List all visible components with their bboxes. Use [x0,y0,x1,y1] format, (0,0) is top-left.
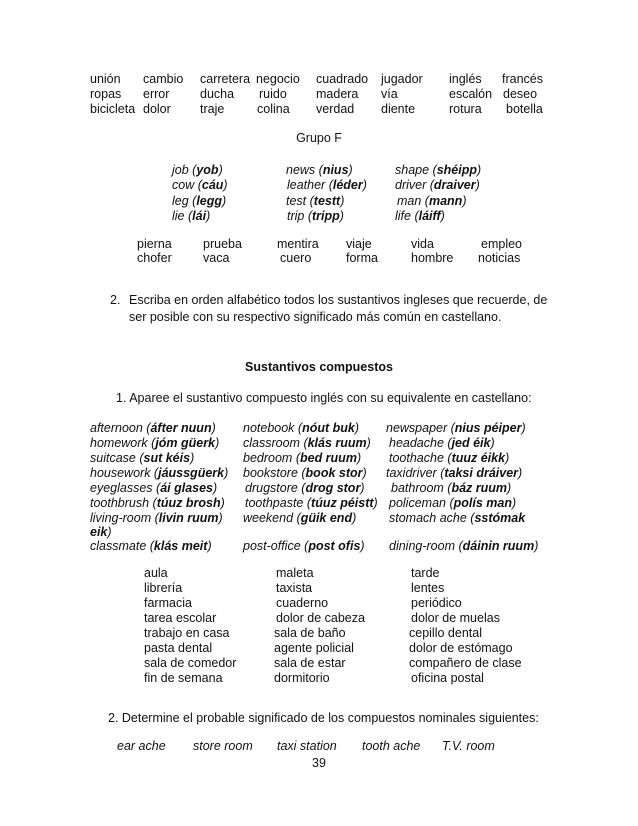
compound-entry: bathroom (báz ruum) [391,481,512,495]
spanish-equivalent: sala de comedor [144,656,237,670]
spanish-equivalent: aula [144,566,168,580]
spanish-word: forma [346,251,378,265]
spanish-equivalent: cuaderno [276,596,329,610]
grid-word: inglés [449,72,482,86]
compound-item: store room [193,739,253,753]
compound-entry: post-office (post ofis) [243,539,365,553]
spanish-equivalent: tarea escolar [144,611,217,625]
compound-entry: bookstore (book stor) [243,466,367,480]
spanish-equivalent: librería [144,581,183,595]
compound-entry: drugstore (drog stor) [245,481,365,495]
spanish-word: empleo [481,237,522,251]
compound-entry-continuation: eik) [90,525,112,539]
spanish-equivalent: dormitorio [274,671,330,685]
grid-word: botella [506,102,543,116]
exercise-text: Escriba en orden alfabético todos los sustantivos ingleses que recuerde, de ser posible con su respectivo significado más común en castellano. [129,293,548,324]
grid-word: dolor [143,102,171,116]
compound-entry: dining-room (dáinin ruum) [389,539,539,553]
spanish-equivalent: dolor de estómago [409,641,513,655]
vocab-entry: driver (draiver) [395,178,480,192]
spanish-word: vida [411,237,434,251]
compound-entry: housework (jáussgüerk) [90,466,229,480]
compound-entry: taxidriver (taksi dráiver) [386,466,523,480]
vocab-entry: leg (legg) [172,194,227,208]
vocab-entry: news (nius) [286,163,353,177]
compound-item: ear ache [117,739,166,753]
spanish-word: pierna [137,237,172,251]
compound-entry: policeman (polís man) [389,496,517,510]
grid-word: diente [381,102,416,116]
vocab-entry: trip (tripp) [287,209,344,223]
grid-word: traje [200,102,225,116]
spanish-equivalent: dolor de cabeza [276,611,365,625]
spanish-word: cuero [280,251,312,265]
spanish-equivalent: sala de estar [274,656,346,670]
grid-word: francés [502,72,543,86]
spanish-equivalent: taxista [276,581,313,595]
vocab-entry: test (testt) [286,194,345,208]
compound-item: taxi station [277,739,337,753]
spanish-word: noticias [478,251,521,265]
spanish-word: viaje [346,237,372,251]
spanish-word: mentira [277,237,319,251]
grid-word: verdad [316,102,355,116]
grid-word: rotura [449,102,482,116]
compound-entry: classmate (klás meit) [90,539,212,553]
exercise-number: 2. [110,293,121,307]
page-number: 39 [312,756,326,770]
spanish-equivalent: agente policial [274,641,354,655]
grid-word: madera [316,87,359,101]
compound-entry: weekend (güik end) [243,511,357,525]
compound-entry: homework (jóm güerk) [90,436,220,450]
spanish-word: vaca [203,251,230,265]
grid-word: deseo [503,87,538,101]
grid-word: vía [381,87,398,101]
spanish-equivalent: oficina postal [411,671,484,685]
grid-word: escalón [449,87,493,101]
compound-entry: notebook (nóut buk) [243,421,360,435]
compound-entry: classroom (klás ruum) [243,436,371,450]
compound-item: tooth ache [362,739,421,753]
spanish-word: chofer [137,251,172,265]
spanish-equivalent: sala de baño [274,626,346,640]
compound-entry: afternoon (áfter nuun) [90,421,216,435]
vocab-entry: shape (shéipp) [395,163,482,177]
vocab-entry: man (mann) [397,194,467,208]
grid-word: carretera [200,72,251,86]
compound-item: T.V. room [442,739,495,753]
spanish-equivalent: fin de semana [144,671,223,685]
compound-entry: toothbrush (túuz brosh) [90,496,225,510]
compound-entry: stomach ache (sstómak [389,511,526,525]
compound-entry: toothpaste (túuz péistt) [245,496,378,510]
spanish-equivalent: lentes [411,581,445,595]
spanish-equivalent: periódico [411,596,462,610]
spanish-equivalent: trabajo en casa [144,626,230,640]
grid-word: ducha [200,87,235,101]
compound-entry: suitcase (sut kéis) [90,451,195,465]
grid-word: bicicleta [90,102,136,116]
grid-word: cambio [143,72,184,86]
compound-instruction: 1. Aparee el sustantivo compuesto inglés con su equivalente en castellano: [116,391,532,405]
grid-word: unión [90,72,121,86]
grid-word: negocio [256,72,300,86]
spanish-equivalent: farmacia [144,596,192,610]
spanish-equivalent: dolor de muelas [411,611,500,625]
compound-entry: toothache (tuuz éikk) [389,451,510,465]
section-title-grupo-f: Grupo F [296,131,342,145]
vocab-entry: leather (léder) [287,178,367,192]
compound-entry: eyeglasses (ái glases) [90,481,218,495]
spanish-word: prueba [203,237,242,251]
compound-entry: bedroom (bed ruum) [243,451,362,465]
compound-entry: living-room (livin ruum) [90,511,223,525]
vocab-entry: job (yob) [172,163,223,177]
compound-entry: headache (jed éik) [389,436,495,450]
grid-word: cuadrado [316,72,369,86]
exercise-instruction: 2. Determine el probable significado de los compuestos nominales siguientes: [108,711,539,725]
spanish-equivalent: cepillo dental [409,626,482,640]
vocab-entry: life (láiff) [395,209,445,223]
spanish-equivalent: compañero de clase [409,656,522,670]
grid-word: ropas [90,87,122,101]
spanish-equivalent: pasta dental [144,641,213,655]
grid-word: jugador [381,72,423,86]
section-title-compound-nouns: Sustantivos compuestos [245,360,393,374]
grid-word: error [143,87,170,101]
spanish-word: hombre [411,251,454,265]
vocab-entry: cow (cáu) [172,178,228,192]
grid-word: ruido [259,87,287,101]
grid-word: colina [257,102,290,116]
spanish-equivalent: tarde [411,566,440,580]
compound-entry: newspaper (nius péiper) [386,421,526,435]
vocab-entry: lie (lái) [172,209,211,223]
spanish-equivalent: maleta [276,566,314,580]
